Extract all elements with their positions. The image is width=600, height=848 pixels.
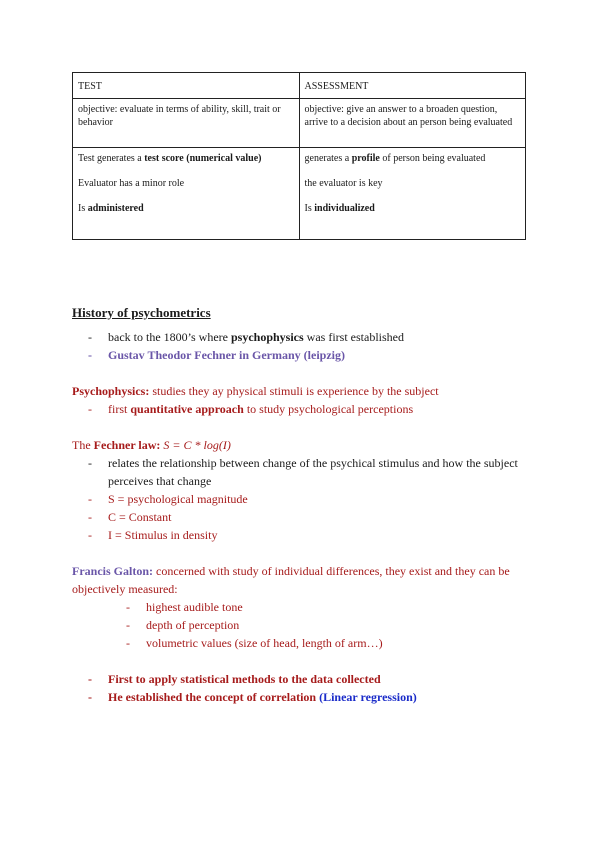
assess-is-line: Is individualized	[304, 203, 375, 214]
list-item: - S = psychological magnitude	[88, 490, 532, 508]
section-title: History of psychometrics	[72, 305, 211, 320]
psychophysics-definition: Psychophysics: studies they ay physical stimuli is experience by the subject	[72, 384, 439, 398]
psychophysics-list	[88, 400, 532, 418]
list-item: - C = Constant	[88, 508, 532, 526]
fechner-list	[88, 454, 532, 544]
list-item: - Gustav Theodor Fechner in Germany (leipzig)	[88, 346, 532, 364]
galton-sublist	[126, 598, 532, 652]
header-assessment: ASSESSMENT	[299, 73, 526, 99]
test-details-cell	[73, 148, 300, 240]
assessment-details-cell	[299, 148, 526, 240]
list-item: - highest audible tone	[126, 598, 532, 616]
table-row	[73, 99, 526, 148]
test-objective: objective: evaluate in terms of ability, skill, trait or behavior	[73, 99, 300, 148]
list-item: - First to apply statistical methods to the data collected	[88, 670, 532, 688]
header-test: TEST	[73, 73, 300, 99]
list-item: - relates the relationship between change of the psychical stimulus and how the subject perceives that change	[88, 454, 532, 490]
list-item: - I = Stimulus in density	[88, 526, 532, 544]
list-item: - volumetric values (size of head, length of arm…)	[126, 634, 532, 652]
fechner-law: The Fechner law: S = C * log(I)	[72, 438, 231, 452]
test-is-line: Is administered	[78, 203, 144, 214]
list-item: - depth of perception	[126, 616, 532, 634]
table-row	[73, 148, 526, 240]
assess-role-line: the evaluator is key	[304, 178, 383, 189]
history-list	[88, 328, 532, 364]
test-score-line: Test generates a test score (numerical value)	[78, 153, 262, 164]
galton-key-points	[88, 670, 532, 706]
list-item: - first quantitative approach to study psychological perceptions	[88, 400, 532, 418]
table-row	[73, 73, 526, 99]
test-vs-assessment-table	[72, 72, 526, 240]
list-item: - He established the concept of correlation (Linear regression)	[88, 688, 532, 706]
list-item: - back to the 1800’s where psychophysics was first established	[88, 328, 532, 346]
assessment-objective: objective: give an answer to a broaden question, arrive to a decision about an person being evaluated	[299, 99, 526, 148]
assess-profile-line: generates a profile of person being evaluated	[304, 153, 486, 164]
test-role-line: Evaluator has a minor role	[78, 178, 185, 189]
galton-definition: Francis Galton: concerned with study of individual differences, they exist and they can be objectively measured:	[72, 564, 510, 596]
notes-body	[72, 304, 532, 706]
